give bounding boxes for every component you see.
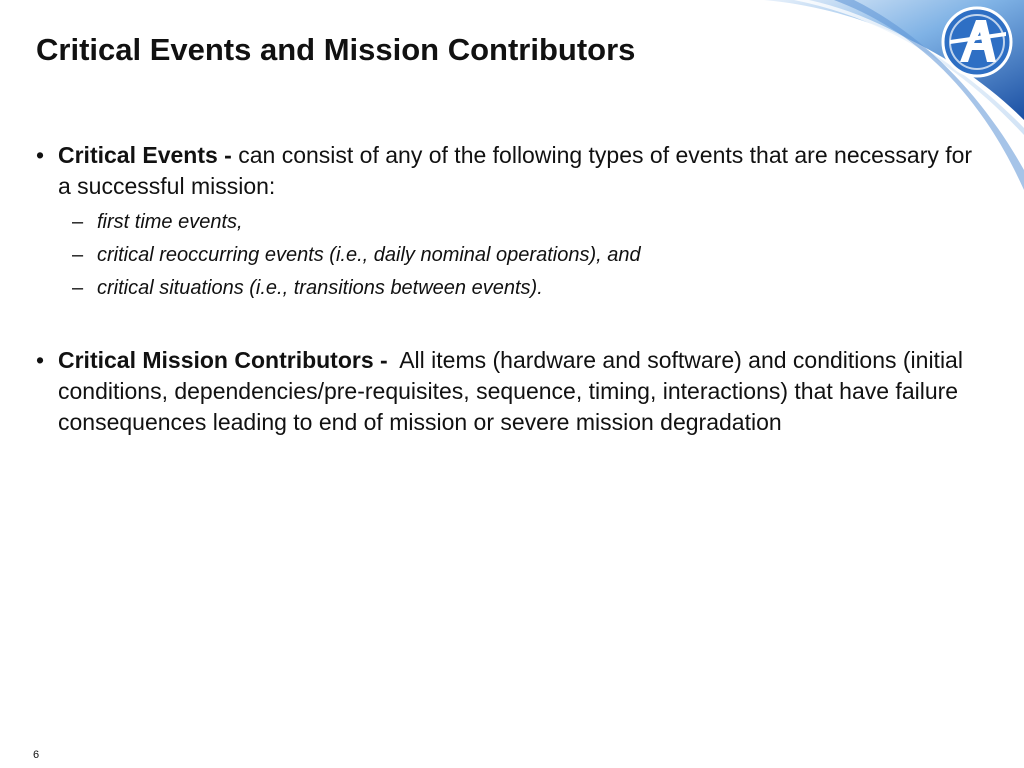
bullet-lead-text: Critical Events - [58, 142, 232, 168]
sub-item-text: critical reoccurring events (i.e., daily nominal operations), and [97, 244, 641, 266]
sub-item-marker: – [72, 277, 84, 299]
page-number: 6 [33, 749, 40, 761]
bullet-body-text: All items (hardware and software) and conditions (initial conditions, dependencies/pre-requisites, sequence, timing, interactions) that have failure consequences leading to end of mission or severe mission degradation [58, 347, 963, 435]
sub-item-marker: – [72, 211, 84, 233]
slide-body [36, 140, 976, 438]
bullet-body-text: can consist of any of the following types of events that are necessary for a successful mission: [58, 142, 973, 199]
sub-item [58, 272, 976, 305]
slide-title: Critical Events and Mission Contributors [36, 32, 636, 67]
bullet-marker: • [36, 142, 45, 168]
sub-item [58, 239, 976, 272]
sub-list [58, 206, 976, 305]
sub-item [58, 206, 976, 239]
bullet-lead-text: Critical Mission Contributors - [58, 347, 388, 373]
bullet-marker: • [36, 347, 45, 373]
sub-item-text: critical situations (i.e., transitions between events). [97, 277, 543, 299]
sub-item-text: first time events, [97, 211, 243, 233]
bullet-critical-events [36, 140, 976, 305]
company-logo-icon [943, 8, 1011, 76]
sub-item-marker: – [72, 244, 84, 266]
bullet-critical-mission-contributors [36, 345, 976, 438]
